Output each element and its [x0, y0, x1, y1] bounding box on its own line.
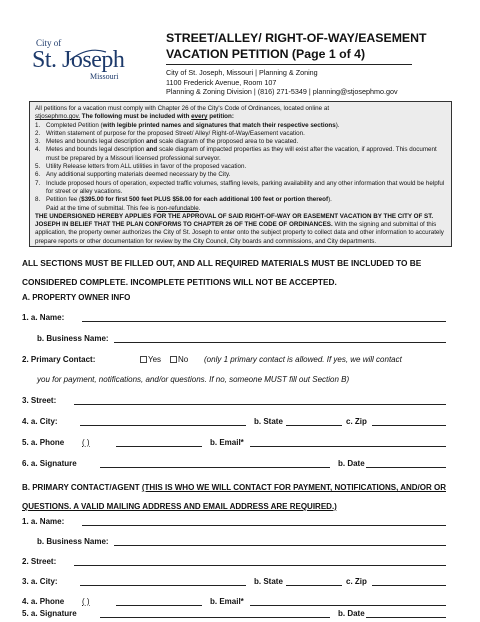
completeness-requirement: ALL SECTIONS MUST BE FILLED OUT, AND ALL REQUIRED MATERIALS MUST BE INCLUDED TO BE CONSIDERED COMPLETE. INCOMPLETE PETITIONS WILL NOT BE ACCEPTED. — [22, 258, 422, 287]
owner-email-field[interactable] — [250, 438, 446, 447]
agent-date-field[interactable] — [366, 609, 446, 618]
requirements-notice — [29, 101, 452, 247]
list-item: 7. Include proposed hours of operation, expected traffic volumes, staffing levels, parking availability and any other information that would be helpful for street or alley vacations. — [35, 179, 445, 195]
agent-signature-field[interactable] — [100, 609, 330, 618]
agent-business-field[interactable] — [114, 537, 446, 546]
agent-name-label: 1. a. Name: — [22, 517, 65, 526]
owner-date-label: b. Date — [338, 459, 365, 468]
list-item: 2. Written statement of purpose for the proposed Street/ Alley/ Right-of-Way/Easement vacation. — [35, 129, 305, 137]
owner-name-label: 1. a. Name: — [22, 313, 65, 322]
owner-state-label: b. State — [254, 417, 283, 426]
list-item: 5. Utility Release letters from ALL utilities in favor of the proposed vacation. — [35, 163, 247, 171]
requirements-list — [35, 122, 446, 213]
office-address: City of St. Joseph, Missouri | Planning & Zoning 1100 Frederick Avenue, Room 107 Planning & Zoning Division | (816) 271-5349 | planning@stjosephmo.gov — [166, 68, 398, 96]
owner-signature-label: 6. a. Signature — [22, 459, 77, 468]
agent-phone-area-code[interactable]: ( ) — [82, 597, 90, 606]
owner-phone-field[interactable] — [116, 438, 202, 447]
agent-signature-row — [22, 609, 462, 622]
list-item: 3. Metes and bounds legal description and scale diagram of the proposed area to be vacated. — [35, 138, 299, 146]
notice-consent: THE UNDERSIGNED HEREBY APPLIES FOR THE APPROVAL OF SAID RIGHT-OF-WAY OR EASEMENT VACATION BY THE CITY OF ST. JOSEPH IN BELIEF THAT THE PLAN CONFORMS TO CHAPTER 26 OF THE CODE OF ORDINANCES. With the signing and submittal of this application, the property owner authorizes the City of St. Joseph to enter onto the subject property to collect data and other information to accurately prepare reports or other documentation for review by the City Council, City boards and commissions, and City departments. — [35, 212, 444, 245]
agent-email-field[interactable] — [250, 597, 446, 606]
owner-state-field[interactable] — [286, 417, 342, 426]
agent-phone-label: 4. a. Phone — [22, 597, 65, 606]
owner-business-row — [22, 334, 462, 348]
primary-contact-note-continued: you for payment, notifications, and/or questions. If no, someone MUST fill out Section B) — [37, 375, 350, 384]
agent-zip-field[interactable] — [372, 577, 446, 586]
section-b-heading: B. PRIMARY CONTACT/AGENT (THIS IS WHO WE WILL CONTACT FOR PAYMENT, NOTIFICATIONS, AND/OR OR QUESTIONS. A VALID MAILING ADDRESS AND EMAIL ADDRESS ARE REQUIRED.) — [22, 483, 446, 511]
primary-contact-label: 2. Primary Contact: — [22, 355, 96, 364]
page-title: STREET/ALLEY/ RIGHT-OF-WAY/EASEMENT VACATION PETITION (Page 1 of 4) — [166, 31, 427, 61]
agent-name-row — [22, 517, 462, 531]
owner-street-label: 3. Street: — [22, 396, 57, 405]
owner-zip-field[interactable] — [372, 417, 446, 426]
owner-street-row — [22, 396, 462, 410]
list-item: 6. Any additional supporting materials deemed necessary by the City. — [35, 171, 231, 179]
agent-phone-field[interactable] — [116, 597, 202, 606]
agent-city-row — [22, 577, 462, 591]
agent-city-field[interactable] — [80, 577, 246, 586]
notice-intro: All petitions for a vacation must comply with Chapter 26 of the City's Code of Ordinances, located online at stjosephmo.gov. The following must be included with every petition: — [35, 105, 330, 121]
agent-date-label: b. Date — [338, 609, 365, 618]
logo-name: St. Joseph — [32, 47, 125, 73]
owner-phone-row — [22, 438, 462, 452]
agent-street-label: 2. Street: — [22, 557, 57, 566]
logo-city-of: City of — [36, 38, 62, 48]
owner-signature-row — [22, 459, 462, 473]
agent-business-label: b. Business Name: — [37, 537, 109, 546]
no-label: No — [178, 355, 189, 364]
agent-email-label: b. Email* — [210, 597, 244, 606]
agent-signature-label: 5. a. Signature — [22, 609, 77, 618]
primary-contact-note: (only 1 primary contact is allowed. If yes, we will contact — [204, 355, 402, 364]
title-divider — [166, 64, 412, 65]
agent-state-field[interactable] — [286, 577, 342, 586]
owner-phone-label: 5. a. Phone — [22, 438, 65, 447]
primary-contact-no-checkbox[interactable] — [170, 356, 177, 363]
owner-signature-field[interactable] — [100, 459, 330, 468]
owner-street-field[interactable] — [74, 396, 446, 405]
owner-city-row — [22, 417, 462, 431]
owner-name-field[interactable] — [82, 313, 446, 322]
owner-city-field[interactable] — [80, 417, 246, 426]
list-item: 1. Completed Petition (with legible printed names and signatures that match their respective sections). — [35, 121, 340, 129]
owner-zip-label: c. Zip — [346, 417, 367, 426]
owner-business-field[interactable] — [114, 334, 446, 343]
owner-business-label: b. Business Name: — [37, 334, 109, 343]
agent-state-label: b. State — [254, 577, 283, 586]
agent-zip-label: c. Zip — [346, 577, 367, 586]
list-item: 8. Petition fee ($395.00 for first 500 feet PLUS $58.00 for each additional 100 feet or portion thereof). Paid at the time of submittal. This fee is non-refundable. — [35, 196, 332, 212]
yes-label: Yes — [148, 355, 162, 364]
primary-contact-yes-checkbox[interactable] — [140, 356, 147, 363]
section-a-heading: A. PROPERTY OWNER INFO — [22, 293, 131, 302]
agent-business-row — [22, 537, 462, 551]
ordinance-link[interactable]: stjosephmo.gov. — [35, 113, 81, 121]
agent-street-row — [22, 557, 462, 571]
agent-street-field[interactable] — [74, 557, 446, 566]
owner-date-field[interactable] — [366, 459, 446, 468]
primary-contact-row — [22, 355, 462, 369]
logo-state: Missouri — [90, 72, 119, 81]
city-logo — [32, 28, 142, 84]
agent-name-field[interactable] — [82, 517, 446, 526]
list-item: 4. Metes and bounds legal description and scale diagram of impacted properties as they will exist after the vacation, if approved. This document must be prepared by a Missouri licensed professional surveyor. — [35, 146, 437, 162]
agent-city-label: 3. a. City: — [22, 577, 58, 586]
owner-email-label: b. Email* — [210, 438, 244, 447]
owner-name-row — [22, 313, 462, 327]
owner-city-label: 4. a. City: — [22, 417, 58, 426]
owner-phone-area-code[interactable]: ( ) — [82, 438, 90, 447]
primary-contact-note-row — [22, 375, 462, 389]
